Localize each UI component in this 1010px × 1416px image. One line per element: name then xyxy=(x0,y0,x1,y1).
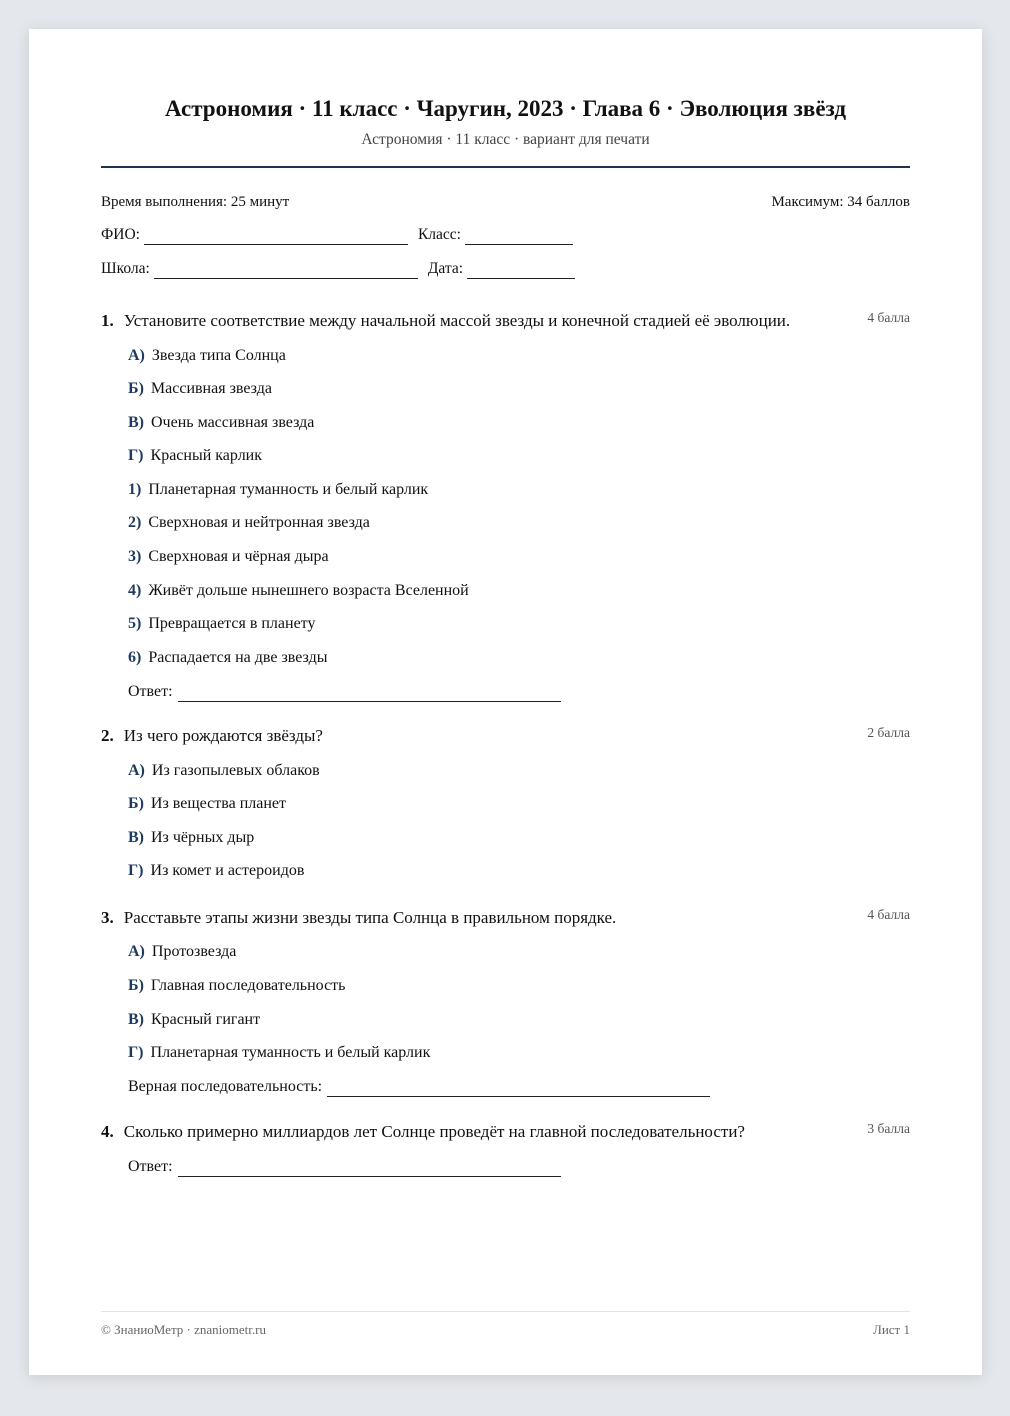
question-text: Расставьте этапы жизни звезды типа Солнца в правильном порядке. xyxy=(123,908,617,927)
question-text: Установите соответствие между начальной массой звезды и конечной стадией её эволюции. xyxy=(123,311,791,330)
option-text: Звезда типа Солнца xyxy=(151,347,286,364)
option-key: В) xyxy=(128,829,144,846)
question-points: 4 балла xyxy=(867,310,910,325)
option-text: Из чёрных дыр xyxy=(151,829,255,846)
question-number: 2. xyxy=(101,726,114,745)
name-class-row xyxy=(101,225,583,245)
option-text: Красный карлик xyxy=(150,447,263,464)
footer-divider xyxy=(101,1311,910,1312)
option-item xyxy=(128,1010,260,1030)
option-text: Очень массивная звезда xyxy=(151,414,315,431)
option-key: Б) xyxy=(128,795,144,812)
option-text: Красный гигант xyxy=(151,1011,261,1028)
option-item xyxy=(128,942,236,962)
answer-row xyxy=(128,682,571,702)
option-text: Из вещества планет xyxy=(150,795,287,812)
date-label: Дата: xyxy=(427,260,464,277)
page-content xyxy=(101,29,910,1375)
date-field[interactable] xyxy=(467,264,575,279)
answer-label: Ответ: xyxy=(128,1158,173,1175)
option-item xyxy=(128,446,262,466)
question-text: Из чего рождаются звёзды? xyxy=(123,726,323,745)
option-item xyxy=(128,861,304,881)
page-title: Астрономия · 11 класс · Чаругин, 2023 · Глава 6 · Эволюция звёзд xyxy=(164,96,847,121)
option-key: Б) xyxy=(128,380,144,397)
option-item xyxy=(128,346,286,366)
question-points: 3 балла xyxy=(867,1121,910,1136)
answer-field[interactable] xyxy=(178,1162,561,1177)
option-key: Б) xyxy=(128,977,144,994)
class-field[interactable] xyxy=(465,230,573,245)
sequence-answer-field[interactable] xyxy=(327,1082,710,1097)
worksheet-page xyxy=(29,29,982,1375)
answer-field[interactable] xyxy=(178,687,561,702)
time-limit: Время выполнения: 25 минут xyxy=(101,194,290,210)
option-item xyxy=(128,379,272,399)
option-key: А) xyxy=(128,943,145,960)
fio-field[interactable] xyxy=(144,230,408,245)
option-item xyxy=(128,480,428,500)
option-item xyxy=(128,828,254,848)
class-label: Класс: xyxy=(417,226,461,243)
option-text: Главная последовательность xyxy=(150,977,346,994)
question-2 xyxy=(101,725,910,879)
question-points: 4 балла xyxy=(867,907,910,922)
school-date-row xyxy=(101,259,585,279)
answer-label: Ответ: xyxy=(128,683,173,700)
question-number: 3. xyxy=(101,908,114,927)
option-text: Сверхновая и нейтронная звезда xyxy=(148,514,370,531)
option-text: Распадается на две звезды xyxy=(148,649,328,666)
option-key: 4) xyxy=(128,582,142,599)
option-key: Г) xyxy=(128,447,144,464)
option-key: В) xyxy=(128,414,144,431)
answer-row xyxy=(128,1077,720,1097)
question-text: Сколько примерно миллиардов лет Солнце проведёт на главной последовательности? xyxy=(123,1122,745,1141)
option-text: Из газопылевых облаков xyxy=(151,762,320,779)
option-item xyxy=(128,413,314,433)
option-key: А) xyxy=(128,347,145,364)
option-item xyxy=(128,976,345,996)
option-item xyxy=(128,761,320,781)
option-item xyxy=(128,648,327,668)
question-3 xyxy=(101,907,910,1095)
option-key: 3) xyxy=(128,548,142,565)
option-key: А) xyxy=(128,762,145,779)
option-key: 6) xyxy=(128,649,142,666)
answer-row xyxy=(128,1157,571,1177)
option-text: Живёт дольше нынешнего возраста Вселенной xyxy=(148,582,469,599)
option-key: 5) xyxy=(128,615,142,632)
page-subtitle: Астрономия · 11 класс · вариант для печати xyxy=(361,131,650,148)
option-item xyxy=(128,614,315,634)
header-divider xyxy=(101,166,910,168)
option-key: Г) xyxy=(128,862,144,879)
max-score: Максимум: 34 баллов xyxy=(771,194,910,210)
school-field[interactable] xyxy=(154,264,418,279)
option-text: Массивная звезда xyxy=(150,380,272,397)
option-text: Планетарная туманность и белый карлик xyxy=(148,481,429,498)
school-label: Школа: xyxy=(101,260,150,277)
option-key: 2) xyxy=(128,514,142,531)
option-item xyxy=(128,1043,430,1063)
question-points: 2 балла xyxy=(867,725,910,740)
question-number: 1. xyxy=(101,311,114,330)
option-key: 1) xyxy=(128,481,142,498)
option-item xyxy=(128,513,370,533)
option-item xyxy=(128,581,469,601)
fio-label: ФИО: xyxy=(101,226,140,243)
option-key: Г) xyxy=(128,1044,144,1061)
answer-label: Верная последовательность: xyxy=(128,1078,323,1095)
option-text: Превращается в планету xyxy=(148,615,316,632)
option-text: Протозвезда xyxy=(151,943,237,960)
option-item xyxy=(128,547,329,567)
question-4 xyxy=(101,1121,910,1175)
option-item xyxy=(128,794,286,814)
option-text: Из комет и астероидов xyxy=(150,862,305,879)
option-text: Сверхновая и чёрная дыра xyxy=(148,548,329,565)
question-number: 4. xyxy=(101,1122,114,1141)
option-text: Планетарная туманность и белый карлик xyxy=(150,1044,431,1061)
footer-page-number: Лист 1 xyxy=(873,1322,910,1337)
question-1 xyxy=(101,310,910,700)
footer-copyright: © ЗнаниоМетр · znaniometr.ru xyxy=(101,1322,266,1337)
option-key: В) xyxy=(128,1011,144,1028)
